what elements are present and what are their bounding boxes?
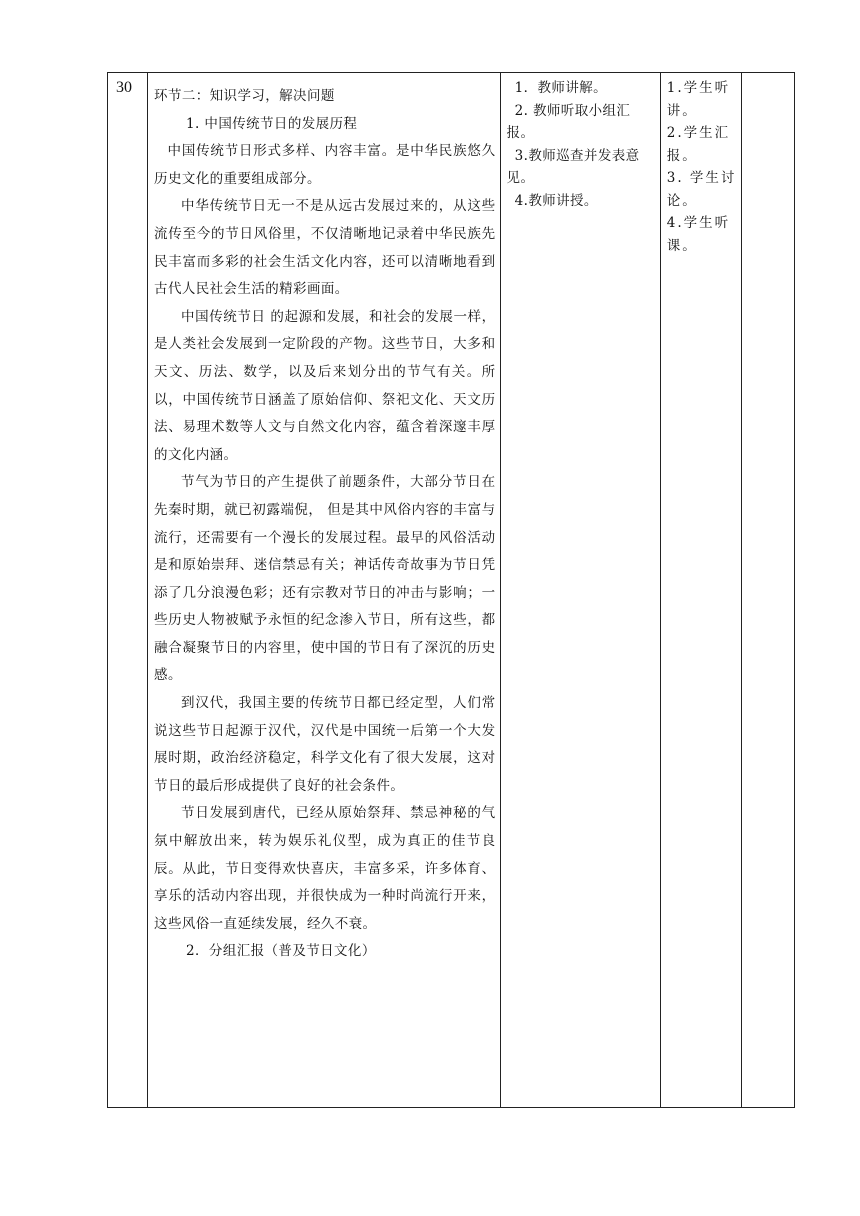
lesson-plan-table: [107, 72, 795, 1108]
content-cell: [148, 73, 501, 1108]
student-activity-item: 4.学生听课。: [666, 215, 731, 254]
section-heading: 环节二：知识学习，解决问题: [154, 88, 335, 104]
teacher-activity-item: 1．教师讲解。: [514, 80, 608, 96]
subsection-title: 1. 中国传统节日的发展历程: [186, 115, 358, 132]
intro-paragraph: 中国传统节日形式多样、内容丰富。是中华民族悠久历史文化的重要组成部分。: [154, 143, 496, 187]
table-row: [108, 73, 795, 1108]
teacher-activity-item: 3.教师巡查并发表意见。: [506, 147, 640, 186]
time-cell: 30: [108, 73, 148, 1108]
body-paragraph: 中华传统节日无一不是从远古发展过来的，从这些流传至今的节日风俗里，不仅清晰地记录着中华民族先民丰富而多彩的社会生活文化内容，还可以清晰地看到古代人民社会生活的精彩画面。: [154, 198, 496, 298]
student-activity-item: 2.学生汇报。: [666, 125, 731, 164]
body-paragraph: 到汉代，我国主要的传统节日都已经定型，人们常说这些节日起源于汉代，汉代是中国统一后第一个大发展时期，政治经济稳定，科学文化有了很大发展，这对节日的最后形成提供了良好的社会条件。: [154, 695, 496, 794]
teacher-activity-cell: [500, 73, 660, 1108]
subsection-title: 2．分组汇报（普及节日文化）: [186, 943, 376, 960]
teacher-activity-item: 2. 教师听取小组汇报。: [506, 102, 631, 141]
body-paragraph: 中国传统节日 的起源和发展，和社会的发展一样，是人类社会发展到一定阶段的产物。这些节日，大多和天文、历法、数学，以及后来划分出的节气有关。所以，中国传统节日涵盖了原始信仰、祭祀文化、天文历法、易理术数等人文与自然文化内容，蕴含着深邃丰厚的文化内涵。: [154, 308, 496, 463]
body-paragraph: 节日发展到唐代，已经从原始祭拜、禁忌神秘的气氛中解放出来，转为娱乐礼仪型，成为真正的佳节良辰。从此，节日变得欢快喜庆，丰富多采，许多体育、享乐的活动内容出现，并很快成为一种时尚流行开来，这些风俗一直延续发展，经久不衰。: [154, 805, 496, 932]
student-activity-item: 1.学生听讲。: [666, 80, 731, 119]
student-activity-cell: [660, 73, 741, 1108]
note-cell: [741, 73, 794, 1108]
teacher-activity-item: 4.教师讲授。: [514, 192, 598, 209]
student-activity-item: 3. 学生讨论。: [666, 170, 737, 209]
body-paragraph: 节气为节日的产生提供了前题条件，大部分节日在先秦时期，就已初露端倪， 但是其中风俗内容的丰富与流行，还需要有一个漫长的发展过程。最早的风俗活动是和原始崇拜、迷信禁忌有关；神话传奇故事为节日凭添了几分浪漫色彩；还有宗教对节日的冲击与影响；一些历史人物被赋予永恒的纪念渗入节日，所有这些，都融合凝聚节日的内容里，使中国的节日有了深沉的历史感。: [154, 474, 496, 684]
